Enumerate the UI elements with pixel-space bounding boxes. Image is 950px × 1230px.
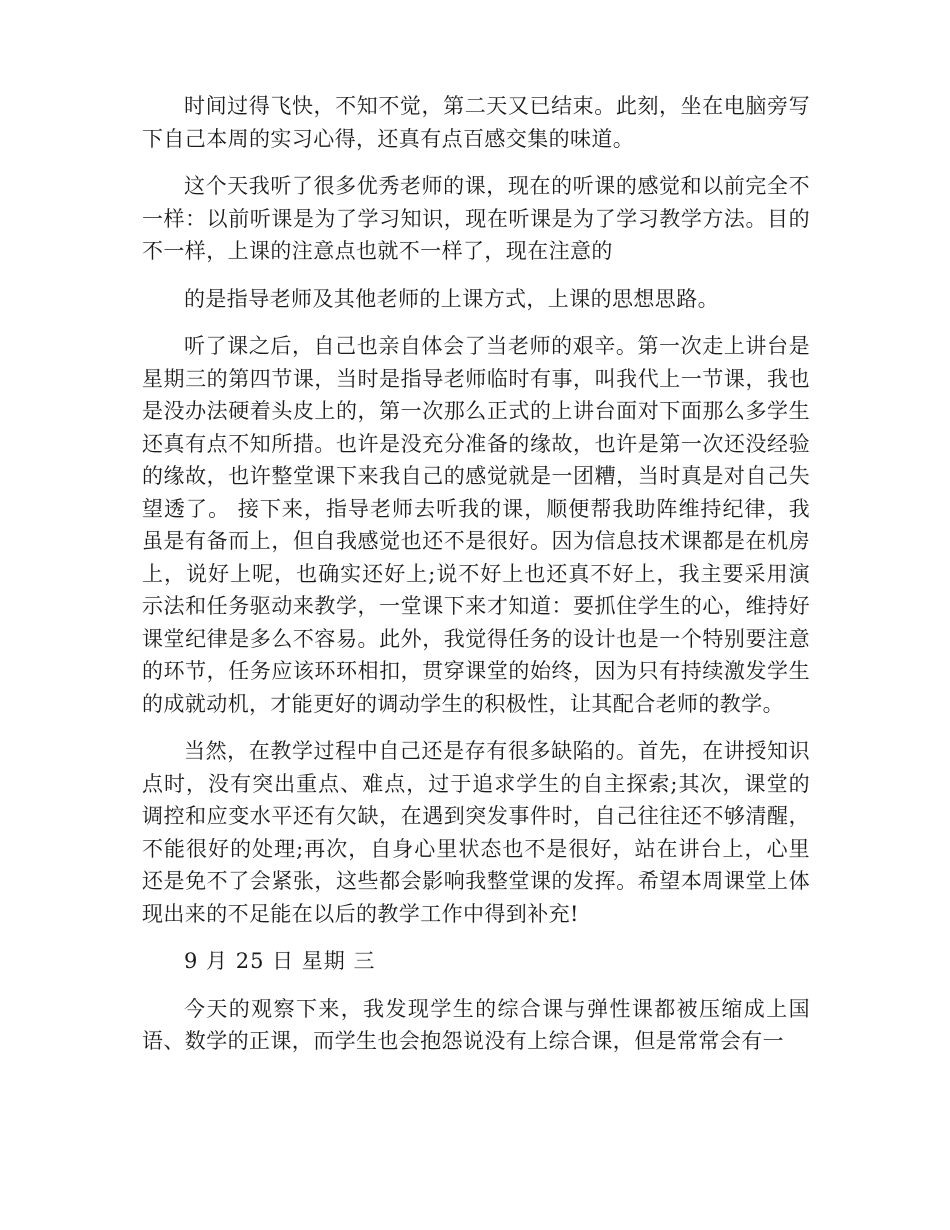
paragraph-shortcomings: 当然，在教学过程中自己还是存有很多缺陷的。首先，在讲授知识点时，没有突出重点、难点，过于追求学生的自主探索;其次，课堂的调控和应变水平还有欠缺，在遇到突发事件时，自己往往还不够清醒，不能很好的处理;再次，自身心里状态也不是很好，站在讲台上，心里还是免不了会紧张，这些都会影响我整堂课的发挥。希望本周课堂上体现出来的不足能在以后的教学工作中得到补充! — [142, 739, 810, 926]
paragraph-focus: 的是指导老师及其他老师的上课方式，上课的思想思路。 — [184, 286, 719, 311]
document-body — [142, 90, 810, 1073]
paragraph-listening: 这个天我听了很多优秀老师的课，现在的听课的感觉和以前完全不一样：以前听课是为了学习知识，现在听课是为了学习教学方法。目的不一样，上课的注意点也就不一样了，现在注意的 — [142, 174, 810, 263]
paragraph-first-lesson: 听了课之后，自己也亲自体会了当老师的艰辛。第一次走上讲台是星期三的第四节课，当时是指导老师临时有事，叫我代上一节课，我也是没办法硬着头皮上的，第一次那么正式的上讲台面对下面那么多学生还真有点不知所措。也许是没充分准备的缘故，也许是第一次还没经验的缘故，也许整堂课下来我自己的感觉就是一团糟，当时真是对自己失望透了。 接下来，指导老师去听我的课，顺便帮我助阵维持纪律，我虽是有备而上，但自我感觉也还不是很好。因为信息技术课都是在机房上，说好上呢，也确实还好上;说不好上也还真不好上，我主要采用演示法和任务驱动来教学，一堂课下来才知道：要抓住学生的心，维持好课堂纪律是多么不容易。此外，我觉得任务的设计也是一个特别要注意的环节，任务应该环环相扣，贯穿课堂的始终，因为只有持续激发学生的成就动机，才能更好的调动学生的积极性，让其配合老师的教学。 — [142, 334, 810, 716]
date-heading: 9 月 25 日 星期 三 — [184, 949, 376, 973]
paragraph-observation: 今天的观察下来，我发现学生的综合课与弹性课都被压缩成上国语、数学的正课，而学生也会抱怨说没有上综合课，但是常常会有一 — [142, 996, 810, 1053]
paragraph-intro: 时间过得飞快，不知不觉，第二天又已结束。此刻，坐在电脑旁写下自己本周的实习心得，还真有点百感交集的味道。 — [142, 94, 810, 151]
